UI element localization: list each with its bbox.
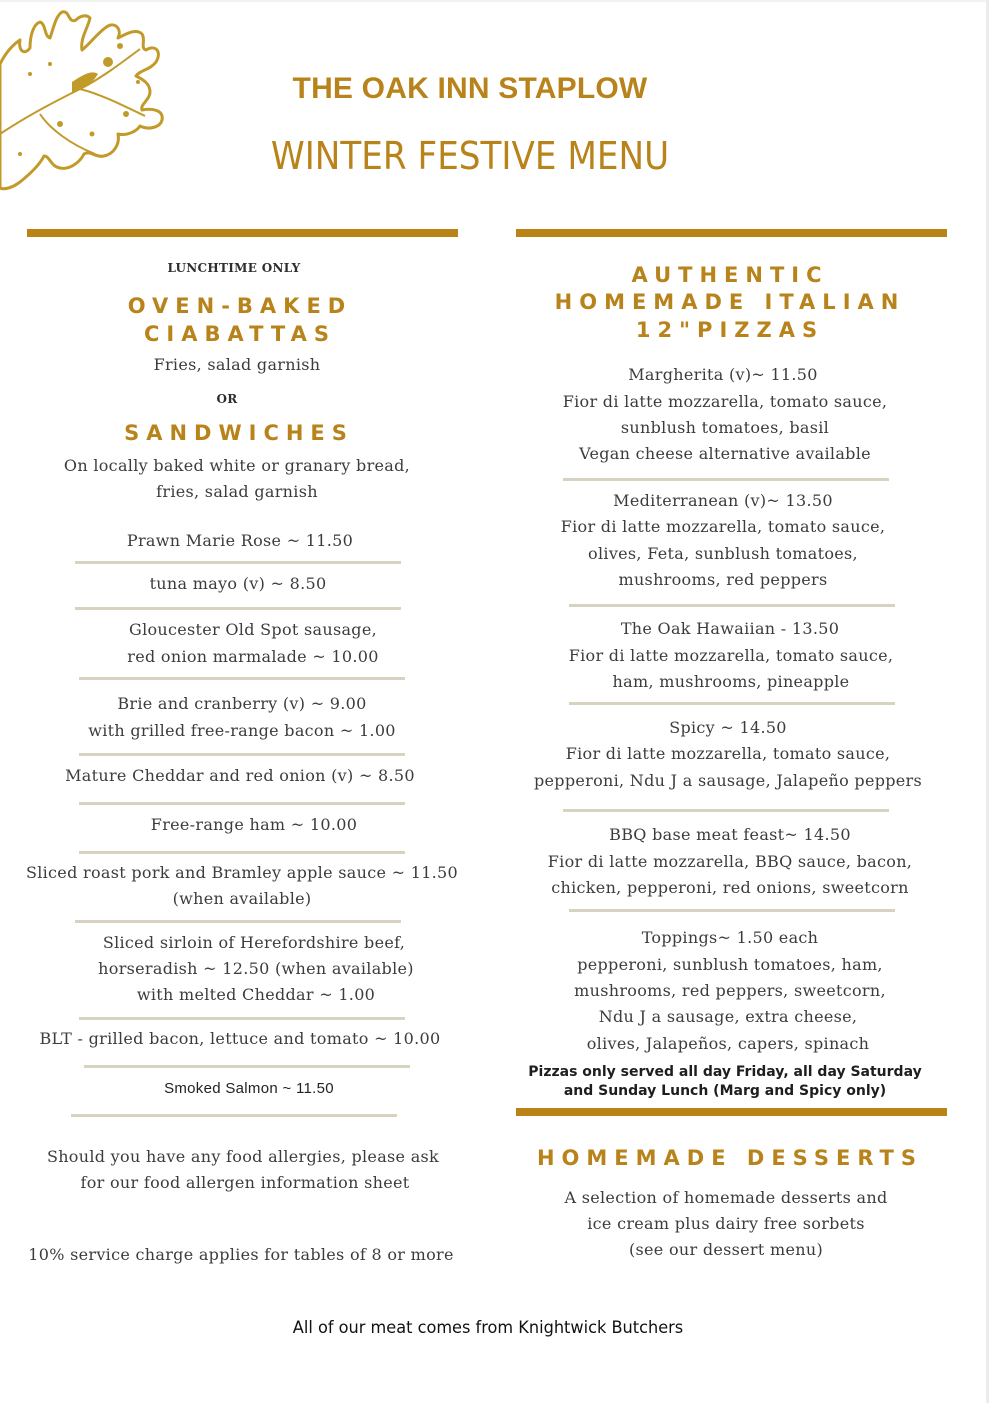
left-top-divider <box>27 229 458 237</box>
desserts-desc-line3: (see our dessert menu) <box>628 1240 823 1259</box>
pizza-toppings-line1: pepperoni, sunblush tomatoes, ham, <box>577 955 883 974</box>
sandwich-item-sirloin-line1: Sliced sirloin of Herefordshire beef, <box>102 933 406 952</box>
item-separator <box>75 607 401 610</box>
sandwich-item-prawn: Prawn Marie Rose ~ 11.50 <box>126 531 354 550</box>
pizza-hawaiian-desc-line2: ham, mushrooms, pineapple <box>612 672 850 691</box>
sandwich-item-sirloin-line2: horseradish ~ 12.50 (when available) <box>98 959 414 978</box>
pizza-mediterranean-desc-line3: mushrooms, red peppers <box>618 570 828 589</box>
item-separator <box>84 1065 410 1068</box>
item-separator <box>569 702 895 705</box>
desserts-desc-line2: ice cream plus dairy free sorbets <box>587 1214 865 1233</box>
right-top-divider <box>516 229 947 237</box>
pizza-spicy-title: Spicy ~ 14.50 <box>669 718 787 737</box>
pizza-availability-note-line1: Pizzas only served all day Friday, all day Saturday <box>528 1064 922 1080</box>
page-top-edge <box>0 0 986 2</box>
menu-title: WINTER FESTIVE MENU <box>270 134 670 178</box>
sandwich-item-sausage-line2: red onion marmalade ~ 10.00 <box>127 647 379 666</box>
sandwich-item-sirloin-line3: with melted Cheddar ~ 1.00 <box>136 985 376 1004</box>
allergy-notice-line1: Should you have any food allergies, please ask <box>46 1147 440 1166</box>
page-right-edge <box>986 0 989 1403</box>
sandwich-item-pork-line1: Sliced roast pork and Bramley apple sauce ~ 11.50 <box>25 863 459 882</box>
item-separator <box>79 1017 405 1020</box>
pizza-margherita-title: Margherita (v)~ 11.50 <box>628 365 818 384</box>
sandwich-item-cheddar: Mature Cheddar and red onion (v) ~ 8.50 <box>65 766 415 785</box>
sandwich-item-pork-line2: (when available) <box>172 889 312 908</box>
pizza-heading-line2: HOMEMADE ITALIAN <box>554 290 906 314</box>
desserts-desc-line1: A selection of homemade desserts and <box>564 1188 888 1207</box>
pizza-mediterranean-desc-line2: olives, Feta, sunblush tomatoes, <box>588 544 858 563</box>
sandwiches-description-line2: fries, salad garnish <box>156 482 318 501</box>
ciabattas-description: Fries, salad garnish <box>153 355 321 374</box>
item-separator <box>79 677 405 680</box>
item-separator <box>569 604 895 607</box>
pizza-toppings-line2: mushrooms, red peppers, sweetcorn, <box>574 981 886 1000</box>
pizza-toppings-line3: Ndu J a sausage, extra cheese, <box>598 1007 858 1026</box>
pizza-bbq-desc-line1: Fior di latte mozzarella, BBQ sauce, bacon, <box>547 852 913 871</box>
item-separator <box>79 802 405 805</box>
pizza-bbq-desc-line2: chicken, pepperoni, red onions, sweetcorn <box>551 878 909 897</box>
sandwich-item-smoked-salmon: Smoked Salmon ~ 11.50 <box>164 1080 334 1097</box>
item-separator <box>563 809 889 812</box>
item-separator <box>75 920 401 923</box>
pizza-spicy-desc-line1: Fior di latte mozzarella, tomato sauce, <box>565 744 891 763</box>
sandwich-item-ham: Free-range ham ~ 10.00 <box>150 815 358 834</box>
pizza-toppings-line4: olives, Jalapeños, capers, spinach <box>586 1034 870 1053</box>
ciabattas-heading-line1: OVEN-BAKED <box>127 294 353 318</box>
pizza-spicy-desc-line2: pepperoni, Ndu J a sausage, Jalapeño peppers <box>533 771 923 790</box>
item-separator <box>75 561 401 564</box>
restaurant-title: THE OAK INN STAPLOW <box>292 72 648 105</box>
pizza-availability-note-line2: and Sunday Lunch (Marg and Spicy only) <box>563 1083 887 1099</box>
desserts-heading: HOMEMADE DESSERTS <box>536 1146 923 1170</box>
sandwich-item-tuna: tuna mayo (v) ~ 8.50 <box>149 574 327 593</box>
sandwich-item-brie-line1: Brie and cranberry (v) ~ 9.00 <box>117 694 367 713</box>
sandwich-item-brie-line2: with grilled free-range bacon ~ 1.00 <box>88 721 396 740</box>
allergy-notice-line2: for our food allergen information sheet <box>80 1173 410 1192</box>
pizza-margherita-desc-line1: Fior di latte mozzarella, tomato sauce, <box>562 392 888 411</box>
oak-leaf-icon <box>0 4 175 194</box>
pizza-margherita-desc-line3: Vegan cheese alternative available <box>579 444 871 463</box>
pizza-hawaiian-desc-line1: Fior di latte mozzarella, tomato sauce, <box>568 646 894 665</box>
pizza-hawaiian-title: The Oak Hawaiian - 13.50 <box>620 619 840 638</box>
pizza-mediterranean-title: Mediterranean (v)~ 13.50 <box>613 491 833 510</box>
sandwiches-heading: SANDWICHES <box>124 421 354 445</box>
service-charge-notice: 10% service charge applies for tables of 8 or more <box>28 1245 454 1264</box>
pizza-bottom-divider <box>516 1108 947 1116</box>
butcher-footer-note: All of our meat comes from Knightwick Butchers <box>292 1318 684 1338</box>
pizza-margherita-desc-line2: sunblush tomatoes, basil <box>620 418 830 437</box>
or-label: OR <box>216 392 238 406</box>
pizza-toppings-title: Toppings~ 1.50 each <box>641 928 819 947</box>
item-separator <box>79 753 405 756</box>
sandwich-item-sausage-line1: Gloucester Old Spot sausage, <box>128 620 378 639</box>
item-separator <box>71 1114 397 1117</box>
pizza-heading-line1: AUTHENTIC <box>631 263 829 287</box>
sandwiches-description-line1: On locally baked white or granary bread, <box>63 456 411 475</box>
pizza-mediterranean-desc-line1: Fior di latte mozzarella, tomato sauce, <box>560 517 886 536</box>
item-separator <box>79 851 405 854</box>
pizza-heading-line3: 12"PIZZAS <box>635 318 825 342</box>
pizza-bbq-title: BBQ base meat feast~ 14.50 <box>609 825 851 844</box>
lunchtime-label: LUNCHTIME ONLY <box>167 261 301 275</box>
sandwich-item-blt: BLT - grilled bacon, lettuce and tomato ~ 10.00 <box>39 1029 441 1048</box>
item-separator <box>569 909 895 912</box>
ciabattas-heading-line2: CIABATTAS <box>144 322 336 346</box>
item-separator <box>563 478 889 481</box>
